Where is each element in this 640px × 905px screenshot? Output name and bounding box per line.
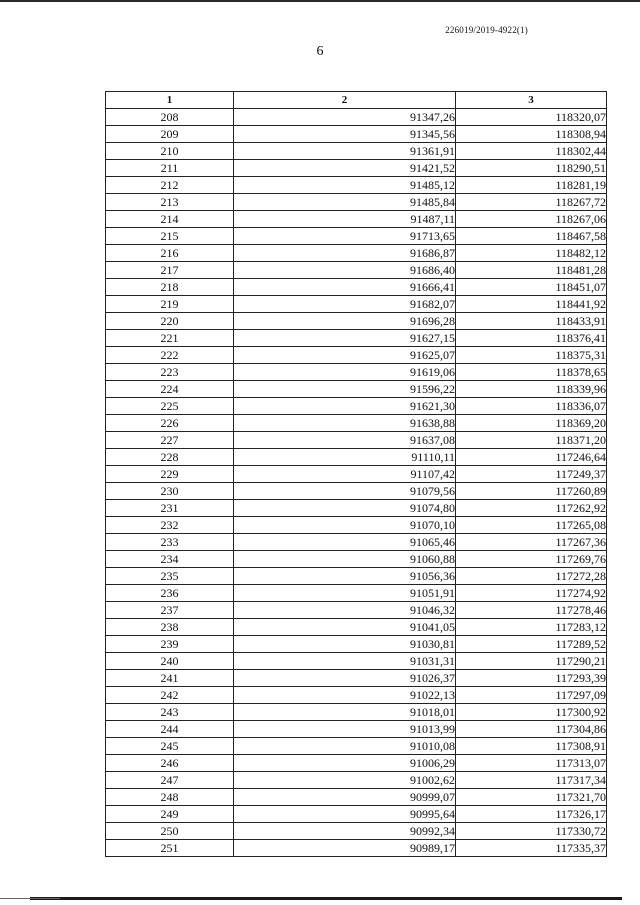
table-row (106, 704, 607, 721)
table-cell-col-2: 91361,91 (234, 143, 456, 160)
table-cell-col-2: 91666,41 (234, 279, 456, 296)
table-cell-col-1: 208 (106, 109, 234, 126)
table-cell-col-2: 91421,52 (234, 160, 456, 177)
table-row (106, 143, 607, 160)
table-cell-col-3: 117293,39 (456, 670, 607, 687)
table-cell-col-1: 229 (106, 466, 234, 483)
table-row (106, 109, 607, 126)
table-row (106, 551, 607, 568)
table-cell-col-3: 117321,70 (456, 789, 607, 806)
table-cell-col-2: 91051,91 (234, 585, 456, 602)
table-cell-col-3: 118481,28 (456, 262, 607, 279)
table-cell-col-2: 91110,11 (234, 449, 456, 466)
table-cell-col-3: 118290,51 (456, 160, 607, 177)
table-cell-col-3: 118302,44 (456, 143, 607, 160)
column-header-1: 1 (106, 92, 234, 109)
table-cell-col-2: 91625,07 (234, 347, 456, 364)
table-row (106, 160, 607, 177)
table-row (106, 211, 607, 228)
table-cell-col-3: 117246,64 (456, 449, 607, 466)
table-cell-col-3: 117274,92 (456, 585, 607, 602)
table-row (106, 500, 607, 517)
table-cell-col-2: 91026,37 (234, 670, 456, 687)
table-cell-col-3: 117278,46 (456, 602, 607, 619)
column-header-3: 3 (456, 92, 607, 109)
table-cell-col-2: 91022,13 (234, 687, 456, 704)
table-cell-col-3: 118339,96 (456, 381, 607, 398)
table-cell-col-2: 91627,15 (234, 330, 456, 347)
table-cell-col-3: 118308,94 (456, 126, 607, 143)
table-row (106, 483, 607, 500)
table-cell-col-3: 118376,41 (456, 330, 607, 347)
table-cell-col-2: 91596,22 (234, 381, 456, 398)
table-cell-col-2: 91107,42 (234, 466, 456, 483)
table-row (106, 619, 607, 636)
column-header-2: 2 (234, 92, 456, 109)
table-cell-col-2: 91030,81 (234, 636, 456, 653)
table-cell-col-3: 118451,07 (456, 279, 607, 296)
page-number: 6 (316, 44, 324, 59)
table-cell-col-1: 240 (106, 653, 234, 670)
table-cell-col-3: 117330,72 (456, 823, 607, 840)
table-cell-col-1: 222 (106, 347, 234, 364)
table-row (106, 126, 607, 143)
table-cell-col-3: 117297,09 (456, 687, 607, 704)
table-row (106, 738, 607, 755)
table-cell-col-3: 118482,12 (456, 245, 607, 262)
table-cell-col-1: 246 (106, 755, 234, 772)
table-cell-col-1: 235 (106, 568, 234, 585)
table-cell-col-1: 243 (106, 704, 234, 721)
table-cell-col-3: 118371,20 (456, 432, 607, 449)
table-cell-col-2: 91031,31 (234, 653, 456, 670)
table-cell-col-3: 117290,21 (456, 653, 607, 670)
table-cell-col-3: 118378,65 (456, 364, 607, 381)
table-row (106, 313, 607, 330)
table-row (106, 602, 607, 619)
table-cell-col-2: 90999,07 (234, 789, 456, 806)
table-cell-col-2: 91696,28 (234, 313, 456, 330)
table-cell-col-2: 90992,34 (234, 823, 456, 840)
table-row (106, 517, 607, 534)
table-cell-col-1: 231 (106, 500, 234, 517)
table-cell-col-2: 91041,05 (234, 619, 456, 636)
table-body (106, 109, 607, 857)
table-cell-col-2: 91347,26 (234, 109, 456, 126)
table-cell-col-1: 234 (106, 551, 234, 568)
table-cell-col-3: 117300,92 (456, 704, 607, 721)
table-cell-col-1: 230 (106, 483, 234, 500)
table-row (106, 228, 607, 245)
table-cell-col-1: 216 (106, 245, 234, 262)
table-cell-col-3: 118433,91 (456, 313, 607, 330)
table-row (106, 415, 607, 432)
table-cell-col-1: 217 (106, 262, 234, 279)
table-cell-col-2: 91018,01 (234, 704, 456, 721)
table-cell-col-3: 117283,12 (456, 619, 607, 636)
table-cell-col-1: 220 (106, 313, 234, 330)
table-cell-col-2: 91621,30 (234, 398, 456, 415)
table-cell-col-2: 91013,99 (234, 721, 456, 738)
table-cell-col-3: 117304,86 (456, 721, 607, 738)
table-row (106, 449, 607, 466)
table-cell-col-3: 118267,72 (456, 194, 607, 211)
table-cell-col-1: 218 (106, 279, 234, 296)
table-cell-col-1: 209 (106, 126, 234, 143)
document-id: 226019/2019-4922(1) (445, 25, 528, 35)
table-cell-col-1: 219 (106, 296, 234, 313)
table-cell-col-3: 117260,89 (456, 483, 607, 500)
table-cell-col-2: 91079,56 (234, 483, 456, 500)
table-row (106, 823, 607, 840)
table-cell-col-2: 91010,08 (234, 738, 456, 755)
table-cell-col-1: 213 (106, 194, 234, 211)
table-row (106, 245, 607, 262)
table-row (106, 789, 607, 806)
table-cell-col-1: 224 (106, 381, 234, 398)
table-row (106, 347, 607, 364)
bottom-rule (30, 897, 622, 900)
table-cell-col-1: 225 (106, 398, 234, 415)
table-cell-col-2: 90989,17 (234, 840, 456, 857)
table-cell-col-3: 118441,92 (456, 296, 607, 313)
table-row (106, 687, 607, 704)
table-cell-col-1: 245 (106, 738, 234, 755)
table-cell-col-2: 91686,87 (234, 245, 456, 262)
table-row (106, 636, 607, 653)
table-cell-col-3: 118375,31 (456, 347, 607, 364)
table-cell-col-2: 91046,32 (234, 602, 456, 619)
table-row (106, 279, 607, 296)
table-row (106, 568, 607, 585)
table-cell-col-1: 237 (106, 602, 234, 619)
table-cell-col-1: 242 (106, 687, 234, 704)
table-cell-col-2: 91686,40 (234, 262, 456, 279)
table-row (106, 721, 607, 738)
table-row (106, 806, 607, 823)
table-cell-col-3: 117269,76 (456, 551, 607, 568)
table-cell-col-3: 118369,20 (456, 415, 607, 432)
table-cell-col-1: 239 (106, 636, 234, 653)
table-cell-col-1: 212 (106, 177, 234, 194)
table-row (106, 585, 607, 602)
table-cell-col-3: 118320,07 (456, 109, 607, 126)
table-cell-col-3: 117326,17 (456, 806, 607, 823)
table-row (106, 840, 607, 857)
table-cell-col-2: 90995,64 (234, 806, 456, 823)
table-cell-col-2: 91487,11 (234, 211, 456, 228)
table-cell-col-1: 250 (106, 823, 234, 840)
table-row (106, 194, 607, 211)
table-cell-col-2: 91070,10 (234, 517, 456, 534)
table-cell-col-2: 91485,84 (234, 194, 456, 211)
table-cell-col-2: 91485,12 (234, 177, 456, 194)
table-cell-col-1: 233 (106, 534, 234, 551)
table-cell-col-1: 248 (106, 789, 234, 806)
table-cell-col-2: 91060,88 (234, 551, 456, 568)
table-cell-col-1: 247 (106, 772, 234, 789)
table-cell-col-1: 249 (106, 806, 234, 823)
table-cell-col-3: 117308,91 (456, 738, 607, 755)
table-cell-col-1: 228 (106, 449, 234, 466)
table-row (106, 772, 607, 789)
table-cell-col-3: 117313,07 (456, 755, 607, 772)
table-cell-col-1: 210 (106, 143, 234, 160)
table-cell-col-2: 91345,56 (234, 126, 456, 143)
table-row (106, 296, 607, 313)
table-row (106, 381, 607, 398)
table-cell-col-3: 117317,34 (456, 772, 607, 789)
table-cell-col-2: 91074,80 (234, 500, 456, 517)
table-row (106, 364, 607, 381)
table-cell-col-2: 91713,65 (234, 228, 456, 245)
bottom-rule-left (0, 898, 60, 899)
table-cell-col-3: 117335,37 (456, 840, 607, 857)
table-row (106, 534, 607, 551)
table-cell-col-2: 91065,46 (234, 534, 456, 551)
table-cell-col-3: 117265,08 (456, 517, 607, 534)
table-cell-col-1: 227 (106, 432, 234, 449)
table-cell-col-3: 117249,37 (456, 466, 607, 483)
table-cell-col-3: 118467,58 (456, 228, 607, 245)
table-cell-col-1: 211 (106, 160, 234, 177)
table-cell-col-1: 226 (106, 415, 234, 432)
table-cell-col-1: 244 (106, 721, 234, 738)
table-cell-col-3: 118281,19 (456, 177, 607, 194)
table-row (106, 330, 607, 347)
table-row (106, 670, 607, 687)
table-row (106, 177, 607, 194)
table-cell-col-3: 117289,52 (456, 636, 607, 653)
table-cell-col-1: 236 (106, 585, 234, 602)
table-cell-col-1: 238 (106, 619, 234, 636)
table-row (106, 755, 607, 772)
table-row (106, 262, 607, 279)
table-cell-col-1: 251 (106, 840, 234, 857)
table-row (106, 466, 607, 483)
table-cell-col-1: 214 (106, 211, 234, 228)
table-cell-col-1: 223 (106, 364, 234, 381)
table-cell-col-3: 117267,36 (456, 534, 607, 551)
table-cell-col-1: 221 (106, 330, 234, 347)
top-rule (0, 0, 640, 2)
table-cell-col-3: 118267,06 (456, 211, 607, 228)
table-header-row (106, 92, 607, 109)
table-row (106, 398, 607, 415)
table-cell-col-2: 91002,62 (234, 772, 456, 789)
table-cell-col-2: 91006,29 (234, 755, 456, 772)
table-cell-col-3: 118336,07 (456, 398, 607, 415)
table-cell-col-2: 91056,36 (234, 568, 456, 585)
table-cell-col-1: 232 (106, 517, 234, 534)
table-cell-col-2: 91637,08 (234, 432, 456, 449)
table-cell-col-3: 117262,92 (456, 500, 607, 517)
table-cell-col-2: 91638,88 (234, 415, 456, 432)
table-cell-col-1: 241 (106, 670, 234, 687)
table-row (106, 653, 607, 670)
table-row (106, 432, 607, 449)
table-cell-col-1: 215 (106, 228, 234, 245)
coordinates-table (105, 91, 607, 857)
table-cell-col-3: 117272,28 (456, 568, 607, 585)
table-cell-col-2: 91619,06 (234, 364, 456, 381)
table-cell-col-2: 91682,07 (234, 296, 456, 313)
